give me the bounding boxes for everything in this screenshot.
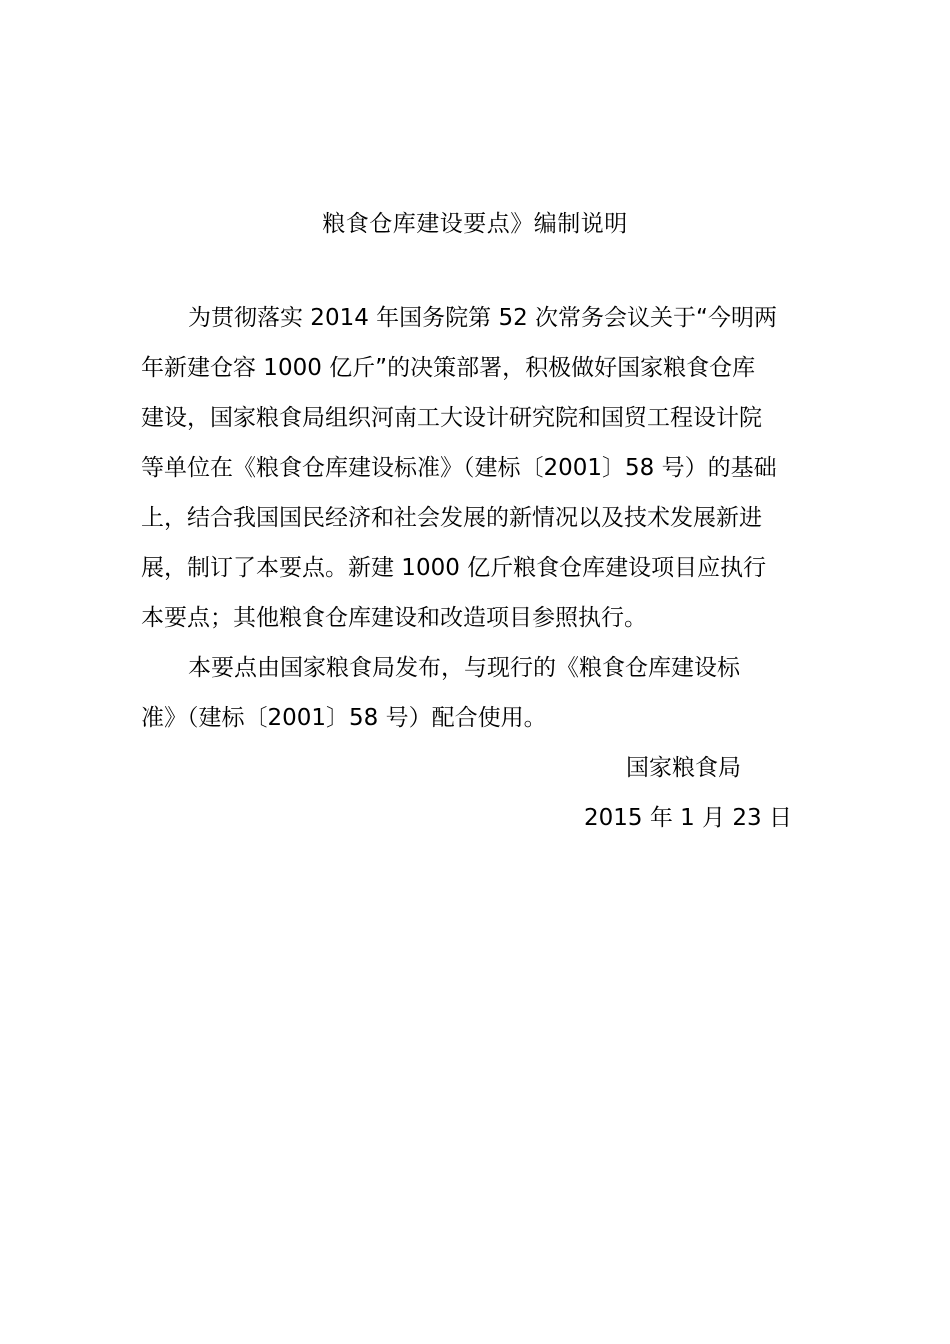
- paragraph-1-line-5: 上，结合我国国民经济和社会发展的新情况以及技术发展新进: [141, 505, 762, 531]
- paragraph-1-line-6: 展，制订了本要点。新建 1000 亿斤粮食仓库建设项目应执行: [141, 555, 767, 581]
- signature-date: 2015 年 1 月 23 日: [584, 805, 792, 831]
- paragraph-2-line-1: 本要点由国家粮食局发布，与现行的《粮食仓库建设标: [188, 655, 740, 681]
- document-title: 粮食仓库建设要点》编制说明: [322, 211, 628, 237]
- paragraph-2-line-2: 准》（建标〔2001〕58 号）配合使用。: [141, 705, 547, 731]
- signature-organization: 国家粮食局: [626, 755, 741, 781]
- paragraph-1-line-2: 年新建仓容 1000 亿斤”的决策部署，积极做好国家粮食仓库: [141, 355, 756, 381]
- paragraph-1-line-1: 为贯彻落实 2014 年国务院第 52 次常务会议关于“今明两: [188, 305, 777, 331]
- paragraph-1-line-4: 等单位在《粮食仓库建设标准》（建标〔2001〕58 号）的基础: [141, 455, 777, 481]
- paragraph-1-line-7: 本要点；其他粮食仓库建设和改造项目参照执行。: [141, 605, 647, 631]
- paragraph-1-line-3: 建设，国家粮食局组织河南工大设计研究院和国贸工程设计院: [141, 405, 762, 431]
